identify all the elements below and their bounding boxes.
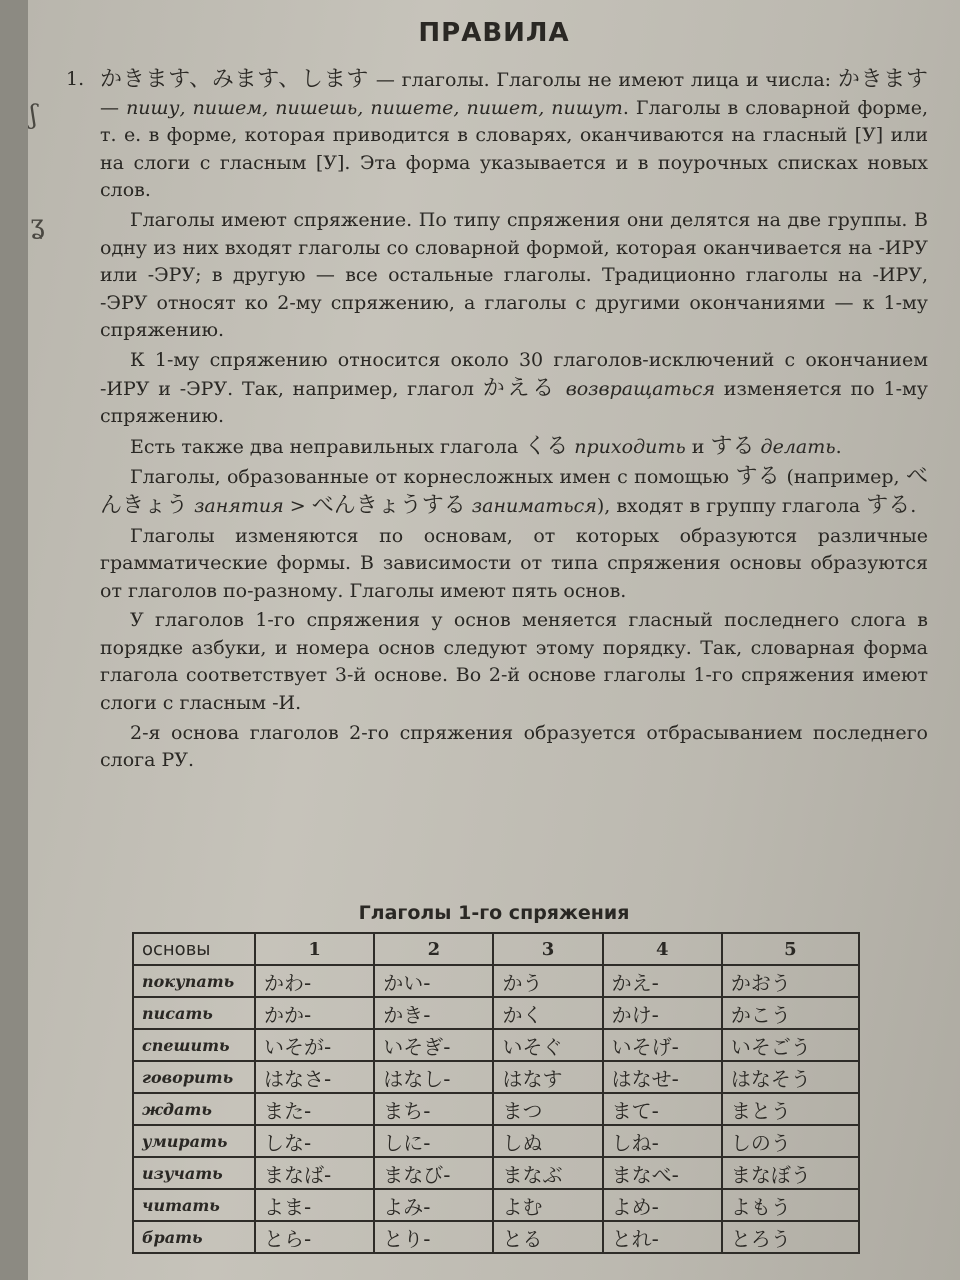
stem-cell: まとう (722, 1093, 859, 1125)
table-row (133, 1029, 859, 1061)
text-run: Есть также два неправильных глагола (130, 435, 525, 458)
rules-text (66, 66, 928, 777)
stem-cell: よめ- (603, 1189, 722, 1221)
table-row (133, 1221, 859, 1253)
jp-text: かえる (482, 375, 557, 401)
jp-text: する (866, 492, 911, 518)
stem-cell: まなび- (374, 1157, 493, 1189)
verb-cell: говорить (133, 1061, 255, 1093)
text-run: ), входят в группу глагола (596, 494, 867, 517)
book-page (28, 0, 960, 1280)
paragraph-1 (66, 66, 928, 205)
page-title: ПРАВИЛА (418, 18, 570, 48)
stem-cell: はなそう (722, 1061, 859, 1093)
stem-cell: いそが- (255, 1029, 374, 1061)
italic-text: возвращаться (565, 377, 716, 400)
stem-cell: かおう (722, 965, 859, 997)
italic-text: пишу, пишем, пишешь, пишете, пишет, пишут (126, 96, 623, 119)
verb-cell: спешить (133, 1029, 255, 1061)
italic-text: заниматься (471, 494, 597, 517)
stem-cell: まて- (603, 1093, 722, 1125)
jp-text: する (735, 464, 781, 490)
stem-cell: まなば- (255, 1157, 374, 1189)
stem-cell: しぬ (493, 1125, 602, 1157)
header-cell: 4 (603, 933, 722, 965)
stem-cell: とり- (374, 1221, 493, 1253)
conjugation-table (132, 932, 860, 1254)
text-run: . Глаголы в словарной форме, т. е. в форме, которая приводится в словарях, оканчиваются на гласный [У] или на слоги с гласным [У]. Эта форма указывается и в поурочных списках новых слов. (100, 96, 928, 202)
header-cell: 1 (255, 933, 374, 965)
text-run: . (910, 494, 917, 517)
verb-cell: покупать (133, 965, 255, 997)
table-row (133, 1157, 859, 1189)
text-run: . (835, 435, 842, 458)
header-cell: 5 (722, 933, 859, 965)
stem-cell: いそごう (722, 1029, 859, 1061)
table-header-row (133, 933, 859, 965)
text-run: изменяется по 1-му спряжению. (100, 377, 928, 428)
italic-text: занятия (194, 494, 284, 517)
stem-cell: はなす (493, 1061, 602, 1093)
stem-cell: いそぐ (493, 1029, 602, 1061)
jp-text: する (710, 433, 755, 459)
stem-cell: よま- (255, 1189, 374, 1221)
stem-cell: しね- (603, 1125, 722, 1157)
stem-cell: かう (493, 965, 602, 997)
italic-text: делать (760, 435, 836, 458)
text-run: — (100, 96, 127, 119)
stem-cell: かけ- (603, 997, 722, 1029)
table-row (133, 1125, 859, 1157)
paragraph-5 (100, 463, 928, 520)
paragraph-3 (100, 347, 928, 431)
paragraph-6: Глаголы изменяются по основам, от которых образуются различные грамматические формы. В зависимости от типа спряжения основы образуются от глаголов по-разному. Глаголы имеют пять основ. (100, 524, 928, 602)
text-run: — глаголы. Глаголы не имеют лица и числа: (369, 69, 838, 91)
text-run: Глаголы, образованные от корнесложных имен с помощью (130, 466, 736, 489)
verb-cell: умирать (133, 1125, 255, 1157)
stem-cell: また- (255, 1093, 374, 1125)
stem-cell: しな- (255, 1125, 374, 1157)
stem-cell: かこう (722, 997, 859, 1029)
stem-cell: かき- (374, 997, 493, 1029)
stem-cell: とれ- (603, 1221, 722, 1253)
stem-cell: とろう (722, 1221, 859, 1253)
header-cell: 2 (374, 933, 493, 965)
table-row (133, 1093, 859, 1125)
stem-cell: よもう (722, 1189, 859, 1221)
jp-text: くる (524, 433, 569, 459)
stem-cell: はなせ- (603, 1061, 722, 1093)
stem-cell: まなべ- (603, 1157, 722, 1189)
verb-cell: изучать (133, 1157, 255, 1189)
stem-cell: かか- (255, 997, 374, 1029)
stem-cell: まなぶ (493, 1157, 602, 1189)
table-body (133, 965, 859, 1253)
jp-text: かきます、みます、します (100, 67, 370, 92)
table-title: Глаголы 1-го спряжения (358, 902, 630, 924)
table-row (133, 997, 859, 1029)
text-run: (например, (780, 466, 906, 489)
stem-cell: まなぼう (722, 1157, 859, 1189)
italic-text: приходить (574, 435, 686, 458)
stem-cell: かく (493, 997, 602, 1029)
stem-cell: かい- (374, 965, 493, 997)
stem-cell: よみ- (374, 1189, 493, 1221)
paragraph-2: Глаголы имеют спряжение. По типу спряжения они делятся на две группы. В одну из них входят глаголы со словарной формой, которая оканчивается на -ИРУ или -ЭРУ; в другую — все остальные глаголы. Традиционно глаголы на -ИРУ, -ЭРУ относят ко 2-му спряжению, а глаголы с другими окончаниями — к 1-му спряжению. (100, 208, 928, 342)
stem-cell: かわ- (255, 965, 374, 997)
text-run: К 1-му спряжению относится около 30 глаголов-исключений с окончанием -ИРУ и -ЭРУ. Так, например, глагол (100, 348, 928, 400)
stem-cell: はなし- (374, 1061, 493, 1093)
header-cell: 3 (493, 933, 602, 965)
verb-cell: писать (133, 997, 255, 1029)
paragraph-8: 2-я основа глаголов 2-го спряжения образуется отбрасыванием последнего слога РУ. (100, 721, 928, 772)
stem-cell: とる (493, 1221, 602, 1253)
stem-cell: いそぎ- (374, 1029, 493, 1061)
stem-cell: とら- (255, 1221, 374, 1253)
jp-text: べんきょう (100, 464, 928, 518)
stem-cell: いそげ- (603, 1029, 722, 1061)
jp-text: かきます (837, 67, 928, 92)
verb-cell: ждать (133, 1093, 255, 1125)
stem-cell: はなさ- (255, 1061, 374, 1093)
margin-pencil-marks: ʃ ʓ (30, 100, 45, 240)
verb-cell: читать (133, 1189, 255, 1221)
stem-cell: まつ (493, 1093, 602, 1125)
verb-cell: брать (133, 1221, 255, 1253)
paragraph-7: У глаголов 1-го спряжения у основ меняется гласный последнего слога в порядке азбуки, и номера основ следуют этому порядку. Так, словарная форма глагола соответствует 3-й основе. Во 2-й основе глаголы 1-го спряжения имеют слоги с гласным -И. (100, 609, 928, 715)
stem-cell: かえ- (603, 965, 722, 997)
item-number: 1. (66, 68, 85, 90)
paragraph-4 (100, 433, 928, 462)
stem-cell: よむ (493, 1189, 602, 1221)
stem-cell: まち- (374, 1093, 493, 1125)
table-row (133, 1061, 859, 1093)
stem-cell: しのう (722, 1125, 859, 1157)
stem-cell: しに- (374, 1125, 493, 1157)
jp-text: べんきょうする (311, 492, 466, 518)
table-row (133, 965, 859, 997)
text-run: и (685, 435, 711, 458)
text-run (557, 378, 566, 400)
table-row (133, 1189, 859, 1221)
header-cell: основы (133, 933, 255, 965)
text-run: > (283, 494, 312, 517)
